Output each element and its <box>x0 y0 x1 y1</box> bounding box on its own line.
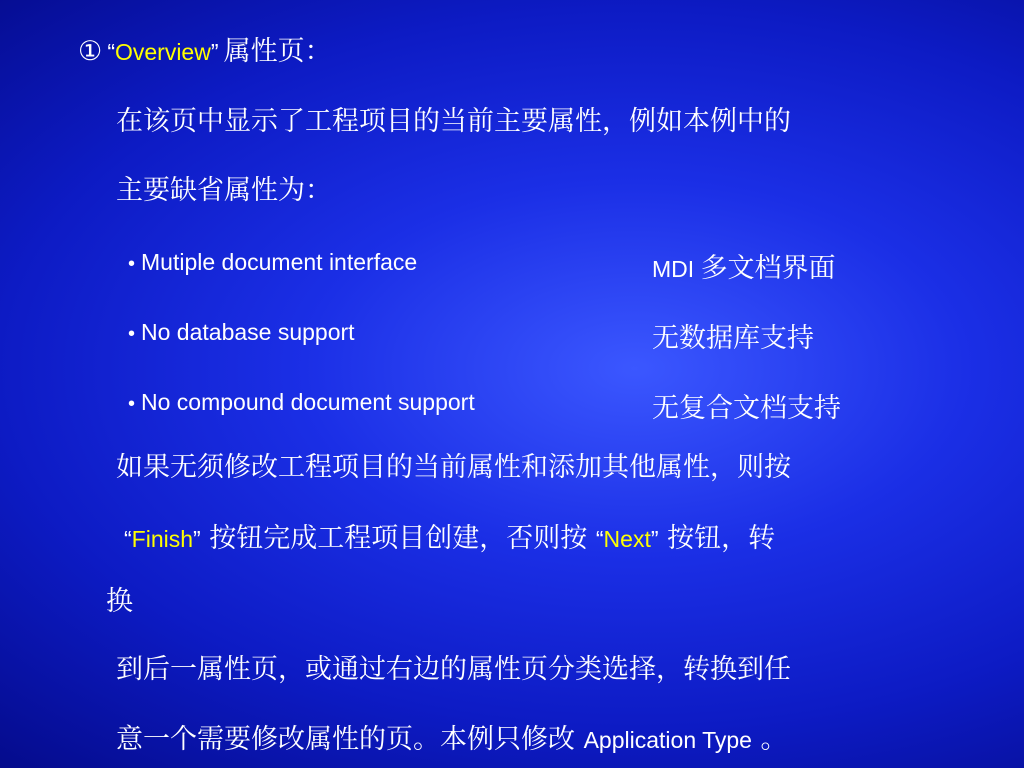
quote-close: ” <box>650 526 659 552</box>
feature-cn-text: 无数据库支持 <box>652 323 814 354</box>
feature-cn-prefix: MDI <box>652 256 701 282</box>
section-heading <box>78 38 332 65</box>
feature-english-text: No database support <box>141 319 355 345</box>
circled-number-marker: ① <box>78 36 103 67</box>
application-type-keyword: Application Type <box>583 727 752 753</box>
feature-item-english <box>128 249 417 276</box>
paragraph-line-2-middle: 按钮完成工程项目创建，否则按 <box>200 523 596 554</box>
paragraph-line-5 <box>116 726 788 753</box>
paragraph-line-2 <box>124 525 775 552</box>
feature-cn-text: 多文档界面 <box>700 253 836 284</box>
paragraph-line-5-end: 。 <box>751 724 788 755</box>
paragraph-line-4: 到后一属性页，或通过右边的属性页分类选择，转换到任 <box>116 654 791 685</box>
bullet-icon: • <box>128 253 136 275</box>
bullet-icon: • <box>128 323 136 345</box>
quote-open: “ <box>595 526 604 552</box>
feature-english-text: No compound document support <box>141 389 475 415</box>
quote-close: ” <box>193 526 201 552</box>
paragraph-line-5-start: 意一个需要修改属性的页。本例只修改 <box>116 724 584 755</box>
heading-suffix: 属性页： <box>223 36 332 67</box>
feature-item-english <box>128 319 355 346</box>
overview-keyword: Overview <box>114 39 211 65</box>
paragraph-line-3: 换 <box>106 586 133 617</box>
intro-line-2: 主要缺省属性为： <box>116 175 332 206</box>
feature-item-chinese <box>652 246 836 285</box>
feature-english-text: Mutiple document interface <box>141 249 418 275</box>
paragraph-line-2-end: 按钮，转 <box>658 523 776 554</box>
quote-open: “ <box>124 526 132 552</box>
bullet-icon: • <box>128 393 136 415</box>
intro-line-1: 在该页中显示了工程项目的当前主要属性，例如本例中的 <box>116 106 791 137</box>
finish-keyword: Finish <box>131 526 194 552</box>
feature-item-chinese <box>652 386 841 425</box>
feature-item-chinese <box>652 316 814 355</box>
quote-open: “ <box>107 39 115 65</box>
paragraph-line-1: 如果无须修改工程项目的当前属性和添加其他属性，则按 <box>116 452 791 483</box>
feature-item-english <box>128 389 475 416</box>
feature-cn-text: 无复合文档支持 <box>652 393 841 424</box>
next-keyword: Next <box>603 526 651 552</box>
quote-close: ” <box>210 39 219 65</box>
